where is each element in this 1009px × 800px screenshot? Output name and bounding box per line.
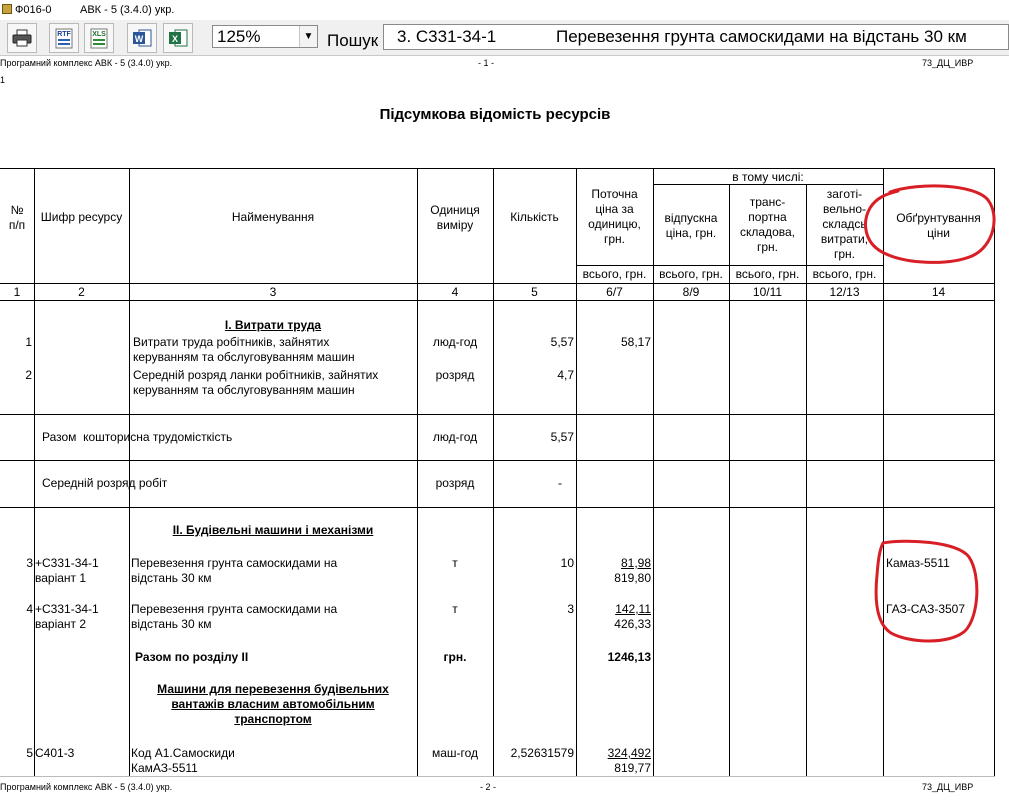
word-letter: W [134,34,144,44]
app-title: АВК - 5 (3.4.0) укр. [80,4,175,16]
title-bar [0,0,1009,20]
subsection-title-transport: Машини для перевезення будівельних вантажів власним автомобільним транспортом [157,682,389,726]
excel-letter: X [171,34,179,44]
page-marker: 1 [0,75,6,85]
subheader-total-transport: всього, грн. [735,267,800,281]
col-header-unit: Одиниця виміру [430,203,480,232]
excel-icon [167,27,189,49]
subheader-total-release: всього, грн. [659,267,723,281]
col-header-price: Поточна ціна за одиницю, грн. [588,187,641,246]
page-footer-right: 73_ДЦ_ИВР [922,782,974,792]
current-code: 3. С331-34-1 [397,27,497,46]
open-in-word-button[interactable] [127,23,157,53]
form-id: Ф016-0 [15,4,52,16]
print-button[interactable] [7,23,37,53]
chevron-down-icon[interactable]: ▼ [299,26,317,47]
current-name: Перевезення грунта самоскидами на відстань 30 км [556,27,967,46]
open-in-excel-button[interactable] [163,23,193,53]
page-header-number: - 1 - [478,58,495,68]
zoom-select[interactable] [212,25,318,48]
search-label: Пошук [327,31,379,50]
xls-file-icon [88,27,110,49]
annotation-circle-justification [865,535,995,650]
col-number: 4 [451,285,459,299]
export-rtf-button[interactable] [49,23,79,53]
col-header-storage: загoті- вельно- складсь витрати, грн. [820,187,869,261]
col-header-release-price: відпускна ціна, грн. [664,211,718,240]
word-icon [131,27,153,49]
col-header-transport: транс- портна складова, грн. [740,195,795,254]
col-number: 6/7 [606,285,623,299]
section-title-labor: І. Витрати труда [224,318,322,332]
section-title-machines: ІІ. Будівельні машини і механізми [172,523,374,537]
search-field[interactable] [383,24,1009,50]
col-number: 2 [78,285,85,299]
col-number: 12/13 [829,285,860,299]
rtf-file-icon [53,27,75,49]
xls-label: XLS [92,31,106,38]
col-number: 1 [13,285,21,299]
page-header-right: 73_ДЦ_ИВР [922,58,974,68]
app-icon [2,4,12,14]
col-number: 5 [531,285,538,299]
col-number: 10/11 [752,285,783,299]
page-footer-left: Програмний комплекс АВК - 5 (3.4.0) укр. [0,782,173,792]
col-header-num: № п/п [8,203,26,232]
subheader-total-price: всього, грн. [582,267,647,281]
justification-value: Камаз-5511 [886,556,950,570]
col-header-code: Шифр ресурсу [40,210,123,224]
justification-value: ГАЗ-САЗ-3507 [886,602,966,616]
page-header-left: Програмний комплекс АВК - 5 (3.4.0) укр. [0,58,173,68]
col-header-including: в тому числі: [732,170,804,184]
page-footer-number: - 2 - [480,782,497,792]
subheader-total-storage: всього, грн. [812,267,877,281]
printer-icon [12,29,32,47]
page-title: Підсумкова відомість ресурсів [379,106,611,123]
col-number: 14 [931,285,946,299]
col-number: 8/9 [682,285,700,299]
col-header-qty: Кількість [510,210,559,224]
col-number: 3 [269,285,277,299]
zoom-value: 125% [217,27,261,46]
export-xls-button[interactable] [84,23,114,53]
col-header-justification: Обґрунтування ціни [896,211,981,240]
col-header-name: Найменування [231,210,315,224]
rtf-label: RTF [57,31,71,38]
